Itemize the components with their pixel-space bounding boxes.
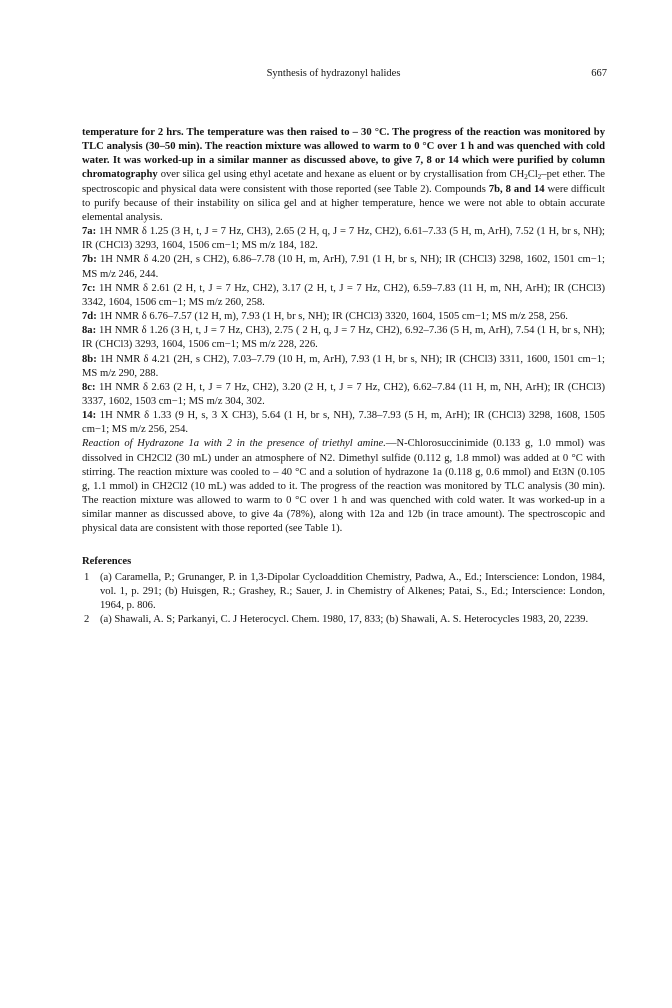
- reference-text: (a) Caramella, P.; Grunanger, P. in 1,3-Dipolar Cycloaddition Chemistry, Padwa, A., Ed.; Interscience: London, 1984, vol. 1, p. 291; (b) Huisgen, R.; Grashey, R.; Sauer, J. in Chemistry of Alkenes; Patai, S., Ed.; Interscience: London, 1964, p. 806.: [100, 571, 605, 611]
- intro-paragraph: temperature for 2 hrs. The temperature was then raised to – 30 °C. The progress of the reaction was monitored by TLC analysis (30–50 min). The reaction mixture was allowed to warm to 0 °C over 1 h and was quenched with cold water. It was worked-up in a similar manner as discussed above, to give 7, 8 or 14 which were purified by column chromatography over silica gel using ethyl acetate and hexane as eluent or by crystallisation from $CH_2Cl_2$–pet ether. The spectroscopic and physical data were consistent with those reported (see Table 2). Compounds 7b, 8 and 14 were difficult to purify because of their instability on silica gel and at higher temperature, hence we were not able to obtain accurate elemental analysis.: [82, 127, 605, 223]
- intro-bold-text: temperature for 2 hrs. The temperature was then raised to – 30 °C. The progress of the reaction was monitored by TLC analysis (30–50 min). The reaction mixture was allowed to warm to 0 °C over 1 h and was quenched with cold water. It was worked-up in a similar manner as discussed above, to give 7, 8 or 14 which were purified by column chromatography: [82, 127, 605, 181]
- page-header: [60, 68, 607, 84]
- references-title: References: [82, 555, 132, 567]
- article-body: [82, 126, 605, 627]
- compound-7a: 7a: 1H NMR δ 1.25 (3 H, t, J = 7 Hz, CH3), 2.65 (2 H, q, J = 7 Hz, CH2), 6.61–7.33 (5 H, m, ArH), 7.52 (1 H, br s, NH); IR (CHCl3) 3293, 1604, 1506 cm−1; MS m/z 184, 182.: [82, 226, 605, 252]
- compound-8a: 8a: 1H NMR δ 1.26 (3 H, t, J = 7 Hz, CH3), 2.75 ( 2 H, q, J = 7 Hz, CH2), 6.92–7.36 (5 H, m, ArH), 7.54 (1 H, br s, NH); IR (CHCl3) 3293, 1604, 1506 cm−1; MS m/z 228, 226.: [82, 325, 605, 351]
- page-number: 667: [591, 68, 607, 79]
- compound-7b: 7b: 1H NMR δ 4.20 (2H, s CH2), 6.86–7.78 (10 H, m, ArH), 7.91 (1 H, br s, NH); IR (CHCl3) 3298, 1602, 1501 cm−1; MS m/z 246, 244.: [82, 254, 605, 280]
- compound-7d: 7d: 1H NMR δ 6.76–7.57 (12 H, m), 7.93 (1 H, br s, NH); IR (CHCl3) 3320, 1604, 1505 cm−1; MS m/z 258, 256.: [82, 311, 568, 323]
- compound-8b: 8b: 1H NMR δ 4.21 (2H, s CH2), 7.03–7.79 (10 H, m, ArH), 7.93 (1 H, br s, NH); IR (CHCl3) 3311, 1600, 1501 cm−1; MS m/z 290, 288.: [82, 353, 605, 379]
- compound-14: 14: 1H NMR δ 1.33 (9 H, s, 3 X CH3), 5.64 (1 H, br s, NH), 7.38–7.93 (5 H, m, ArH); IR (CHCl3) 3298, 1608, 1505 cm−1; MS m/z 256, 254.: [82, 410, 605, 436]
- reaction-paragraph: Reaction of Hydrazone 1a with 2 in the presence of triethyl amine.—N-Chlorosuccinimide (0.133 g, 1.0 mmol) was dissolved in CH2Cl2 (30 mL) under an atmosphere of N2. Dimethyl sulfide (0.112 g, 1.8 mmol) was added at 0 °C with stirring. The reaction mixture was cooled to – 40 °C and a solution of hydrazone 1a (0.118 g, 0.6 mmol) and Et3N (0.105 g, 1.1 mmol) in CH2Cl2 (10 mL) was added to it. The progress of the reaction was monitored by TLC analysis (30 min). The reaction mixture was allowed to warm to 0 °C over 1 h and was quenched with cold water. It was worked-up in a similar manner as discussed above, to give 4a (78%), along with 12a and 12b (in trace amount). The spectroscopic and physical data are consistent with those reported (see Table 1).: [82, 438, 606, 535]
- reference-number: 1: [84, 571, 90, 583]
- reference-item: [82, 613, 605, 627]
- reference-text: (a) Shawali, A. S; Parkanyi, C. J Heterocycl. Chem. 1980, 17, 833; (b) Shawali, A. S. Heterocycles 1983, 20, 2239.: [100, 614, 589, 626]
- reference-number: 2: [84, 614, 90, 626]
- reference-item: [82, 571, 605, 613]
- compound-8c: 8c: 1H NMR δ 2.63 (2 H, t, J = 7 Hz, CH2), 3.20 (2 H, t, J = 7 Hz, CH2), 6.62–7.84 (11 H, m, NH, ArH); IR (CHCl3) 3337, 1602, 1503 cm−1; MS m/z 304, 302.: [82, 381, 605, 407]
- compound-7c: 7c: 1H NMR δ 2.61 (2 H, t, J = 7 Hz, CH2), 3.17 (2 H, t, J = 7 Hz, CH2), 6.59–7.83 (11 H, m, NH, ArH); IR (CHCl3) 3342, 1604, 1506 cm−1; MS m/z 260, 258.: [82, 282, 605, 308]
- reaction-heading: Reaction of Hydrazone 1a with 2 in the presence of triethyl amine.: [82, 438, 386, 450]
- running-title: Synthesis of hydrazonyl halides: [266, 68, 401, 79]
